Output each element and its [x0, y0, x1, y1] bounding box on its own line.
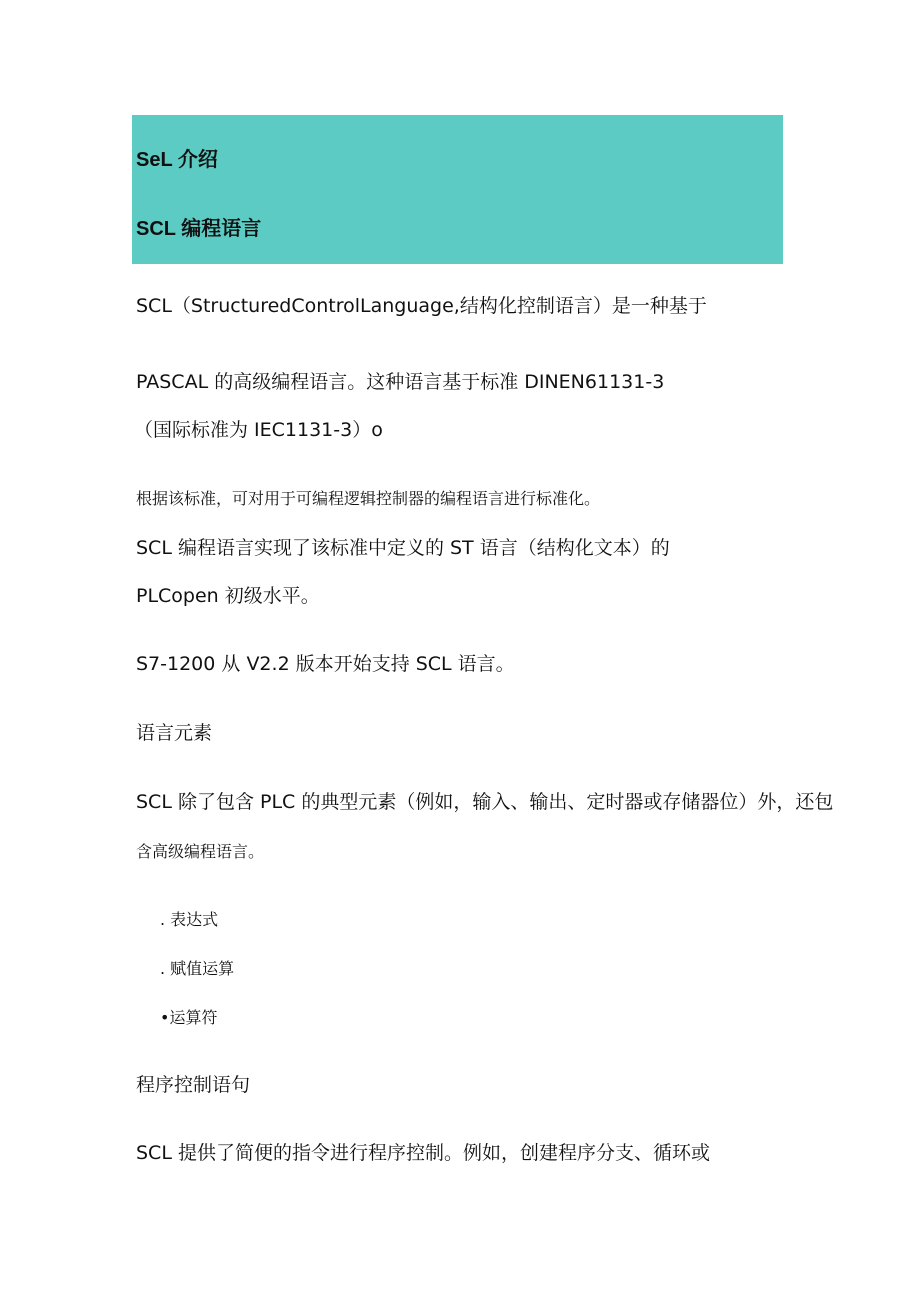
bullet-operator: •运算符 — [160, 1008, 218, 1027]
elements-line-1: SCL 除了包含 PLC 的典型元素（例如，输入、输出、定时器或存储器位）外，还包 — [136, 791, 834, 813]
standard-line-3: PLCopen 初级水平。 — [136, 585, 320, 607]
standard-line-2: SCL 编程语言实现了该标准中定义的 ST 语言（结构化文本）的 — [136, 537, 670, 559]
elements-line-2: 含高级编程语言。 — [136, 842, 265, 861]
section-heading-program-control: 程序控制语句 — [136, 1074, 251, 1096]
title-banner — [132, 115, 783, 264]
banner-title-2: SCL 编程语言 — [136, 218, 262, 240]
section-heading-language-elements: 语言元素 — [136, 722, 213, 744]
control-line-1: SCL 提供了简便的指令进行程序控制。例如，创建程序分支、循环或 — [136, 1142, 710, 1164]
intro-line-1: SCL（StructuredControlLanguage,结构化控制语言）是一种基于 — [136, 295, 707, 317]
intro-line-3: （国际标准为 IEC1131-3）o — [134, 419, 383, 441]
intro-line-2: PASCAL 的高级编程语言。这种语言基于标准 DINEN61131-3 — [136, 371, 665, 393]
bullet-expression: . 表达式 — [160, 910, 219, 929]
support-line: S7-1200 从 V2.2 版本开始支持 SCL 语言。 — [136, 653, 515, 675]
banner-title-1: SeL 介绍 — [136, 149, 218, 171]
bullet-assignment: . 赋值运算 — [160, 959, 235, 978]
standard-line-1: 根据该标准，可对用于可编程逻辑控制器的编程语言进行标准化。 — [136, 489, 601, 508]
